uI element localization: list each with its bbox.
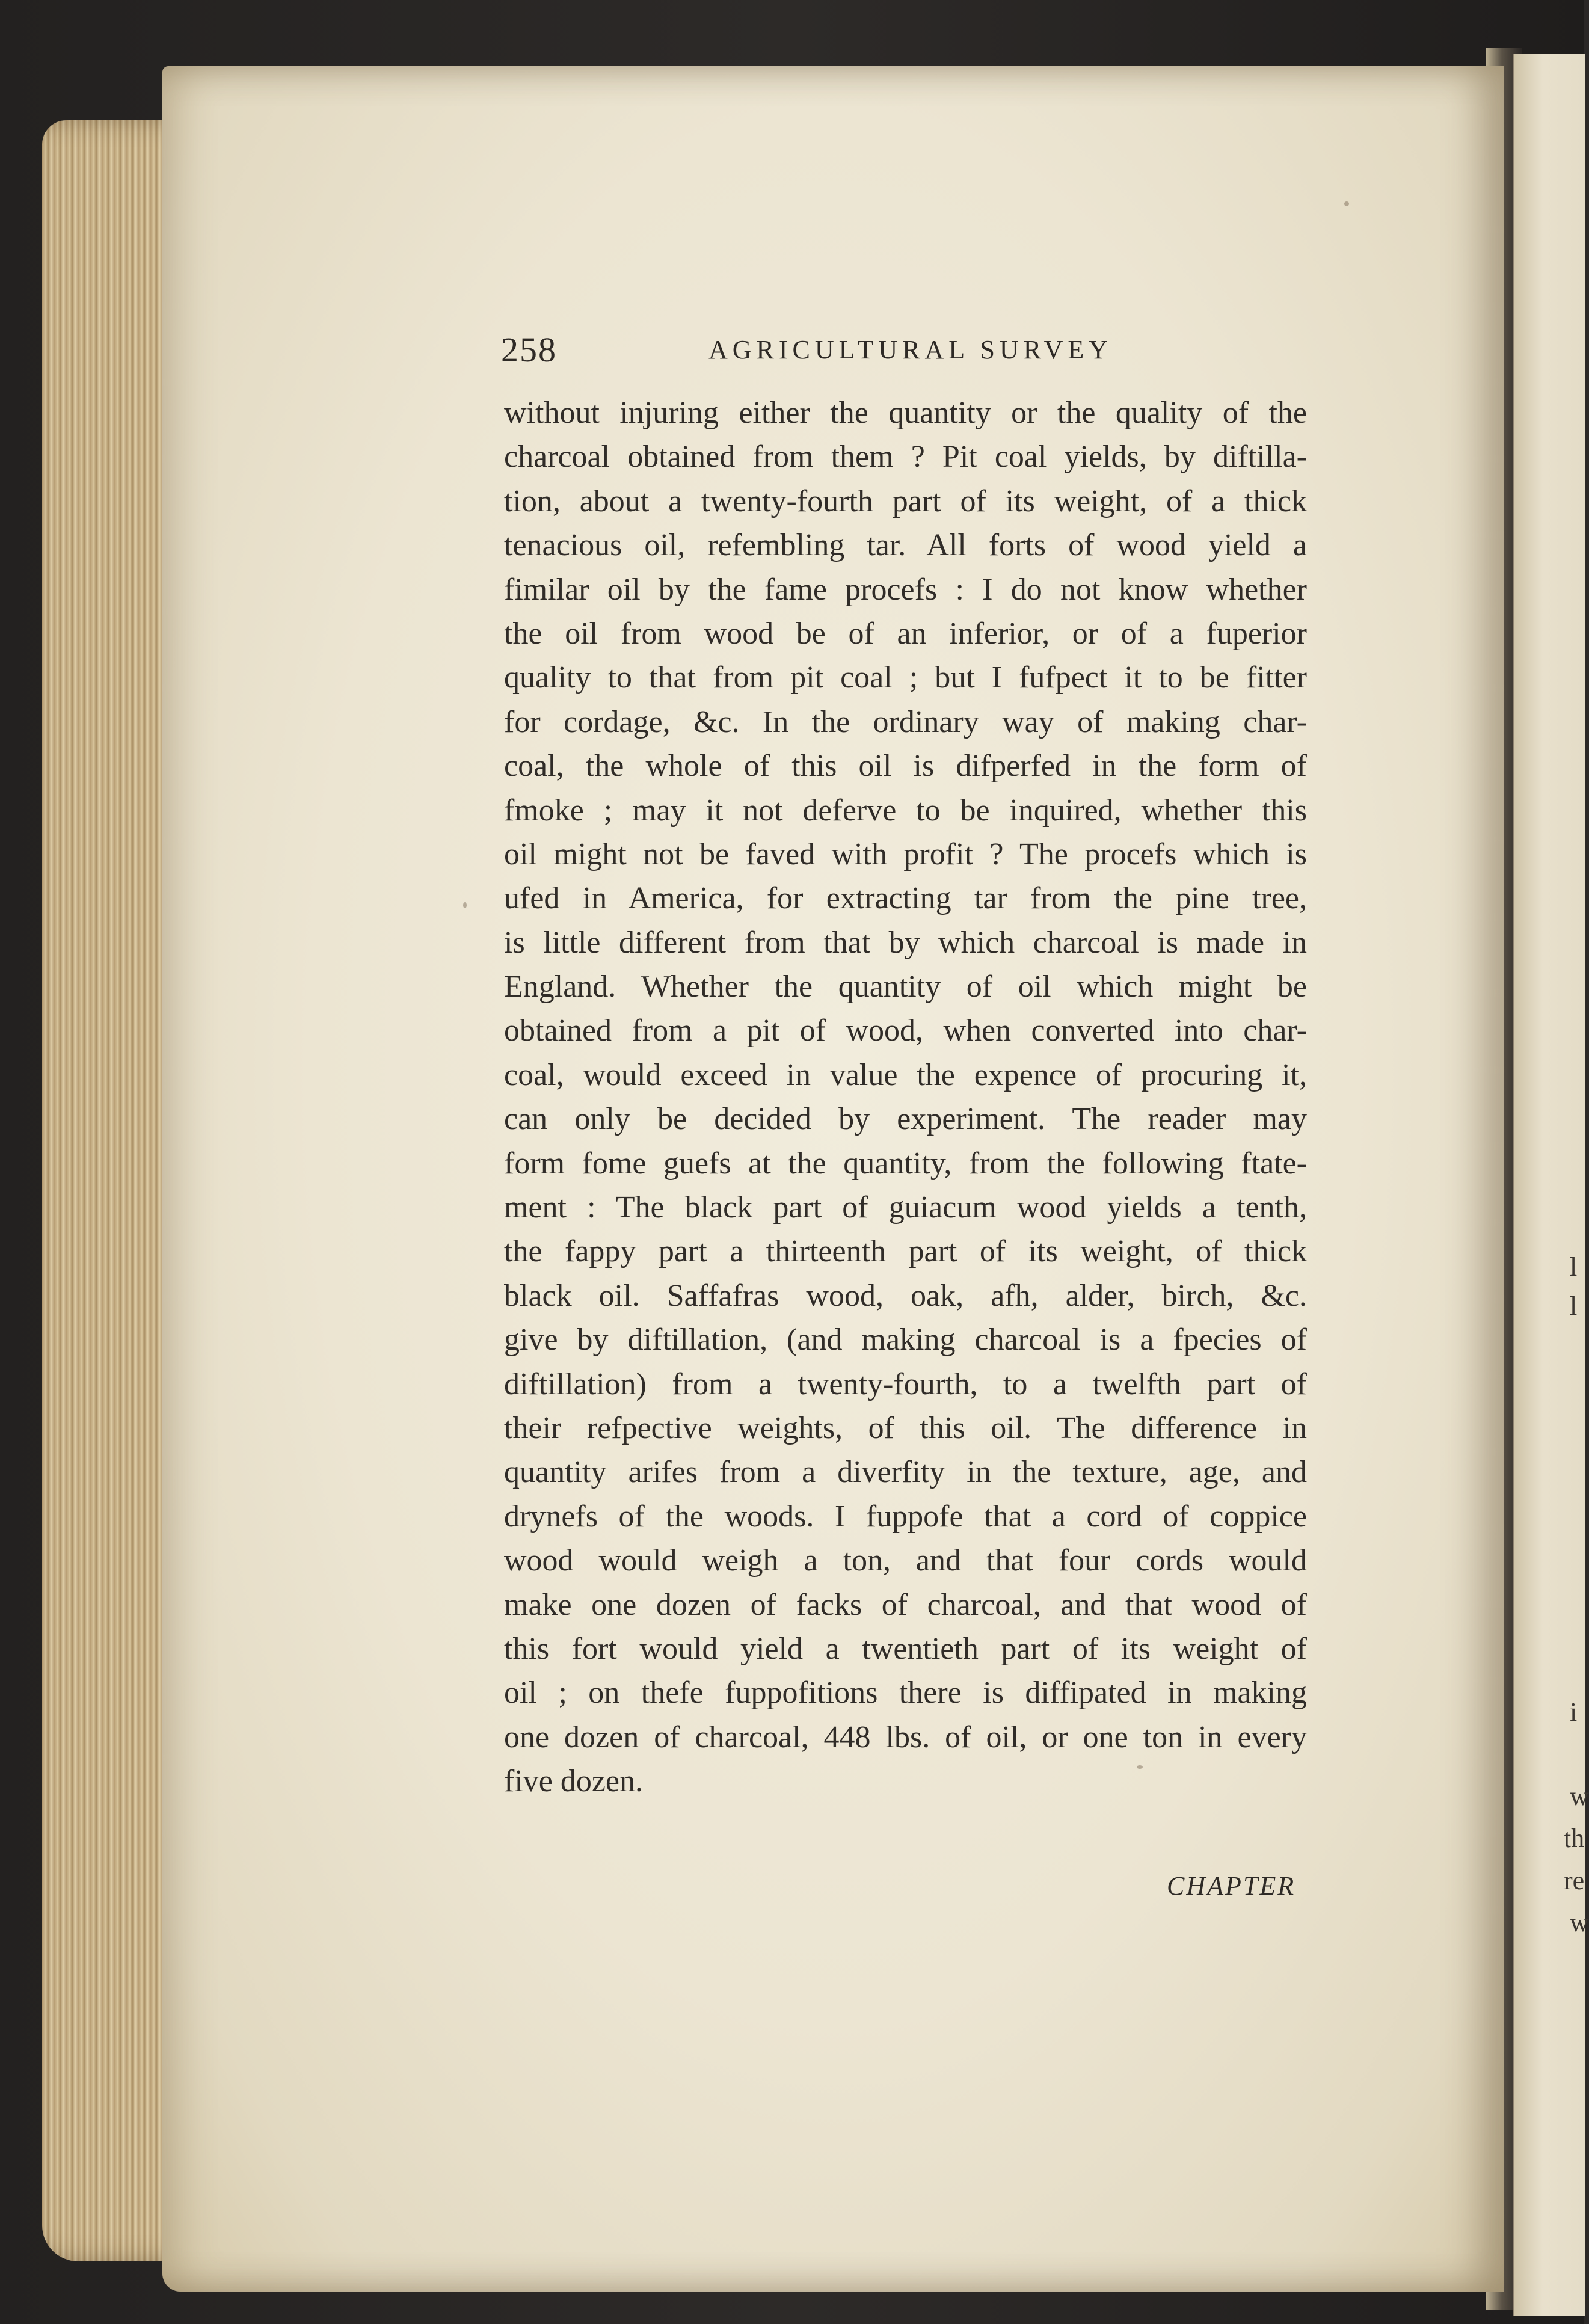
text-line: ment : The black part of guiacum wood yields a tenth, xyxy=(504,1190,1307,1225)
text-line: make one dozen of facks of charcoal, and that wood of xyxy=(504,1587,1307,1622)
text-line: is little different from that by which charcoal is made in xyxy=(504,925,1307,960)
text-line: the oil from wood be of an inferior, or of a fuperior xyxy=(504,616,1307,651)
text-line: tenacious oil, refembling tar. All forts of wood yield a xyxy=(504,528,1307,563)
text-line: without injuring either the quantity or the quality of the xyxy=(504,396,1307,430)
text-line: wood would weigh a ton, and that four cords would xyxy=(504,1543,1307,1578)
text-line: for cordage, &c. In the ordinary way of making char- xyxy=(504,704,1307,739)
text-line: fimilar oil by the fame procefs : I do not know whether xyxy=(504,572,1307,607)
facing-page xyxy=(1513,54,1585,2316)
text-line: quantity arifes from a diverfity in the texture, age, and xyxy=(504,1455,1307,1490)
text-line: fmoke ; may it not deferve to be inquired, whether this xyxy=(504,793,1307,828)
facing-page-fragment: l xyxy=(1570,1252,1578,1282)
text-line: their refpective weights, of this oil. The difference in xyxy=(504,1410,1307,1445)
text-line: this fort would yield a twentieth part of its weight of xyxy=(504,1631,1307,1666)
text-line: form fome guefs at the quantity, from the following ftate- xyxy=(504,1146,1307,1181)
text-line: black oil. Saffafras wood, oak, afh, alder, birch, &c. xyxy=(504,1278,1307,1313)
facing-page-fragment: w xyxy=(1570,1781,1589,1811)
paper-speck xyxy=(1344,201,1349,206)
text-line: charcoal obtained from them ? Pit coal yields, by diftilla- xyxy=(504,440,1307,475)
text-line: can only be decided by experiment. The reader may xyxy=(504,1102,1307,1137)
text-line: oil ; on thefe fuppofitions there is diffipated in making xyxy=(504,1676,1307,1711)
text-line: coal, the whole of this oil is difperfed in the form of xyxy=(504,749,1307,784)
text-line: give by diftillation, (and making charcoal is a fpecies of xyxy=(504,1323,1307,1357)
facing-page-fragment: w xyxy=(1570,1908,1589,1937)
text-line: drynefs of the woods. I fuppofe that a cord of coppice xyxy=(504,1499,1307,1534)
text-line: quality to that from pit coal ; but I fufpect it to be fitter xyxy=(504,660,1307,695)
body-text xyxy=(504,391,1307,1804)
text-line: the fappy part a thirteenth part of its weight, of thick xyxy=(504,1234,1307,1269)
text-line: ufed in America, for extracting tar from the pine tree, xyxy=(504,881,1307,916)
text-line: obtained from a pit of wood, when converted into char- xyxy=(504,1013,1307,1048)
facing-page-fragment: th xyxy=(1564,1824,1585,1853)
text-line: coal, would exceed in value the expence of procuring it, xyxy=(504,1057,1307,1092)
paper-speck xyxy=(463,902,467,908)
text-line: five dozen. xyxy=(504,1764,644,1799)
facing-page-fragment: i xyxy=(1570,1697,1578,1727)
running-head: AGRICULTURAL SURVEY xyxy=(708,335,1113,364)
text-line: oil might not be faved with profit ? The procefs which is xyxy=(504,837,1307,872)
catchword: CHAPTER xyxy=(1167,1871,1296,1901)
text-line: tion, about a twenty-fourth part of its weight, of a thick xyxy=(504,484,1307,518)
facing-page-fragment: re xyxy=(1564,1866,1585,1895)
text-line: one dozen of charcoal, 448 lbs. of oil, or one ton in every xyxy=(504,1720,1307,1754)
facing-page-fragment: l xyxy=(1570,1291,1578,1321)
text-line: diftillation) from a twenty-fourth, to a twelfth part of xyxy=(504,1366,1307,1401)
page-number: 258 xyxy=(501,330,557,369)
text-line: England. Whether the quantity of oil which might be xyxy=(504,970,1307,1004)
page-header xyxy=(501,330,1307,378)
